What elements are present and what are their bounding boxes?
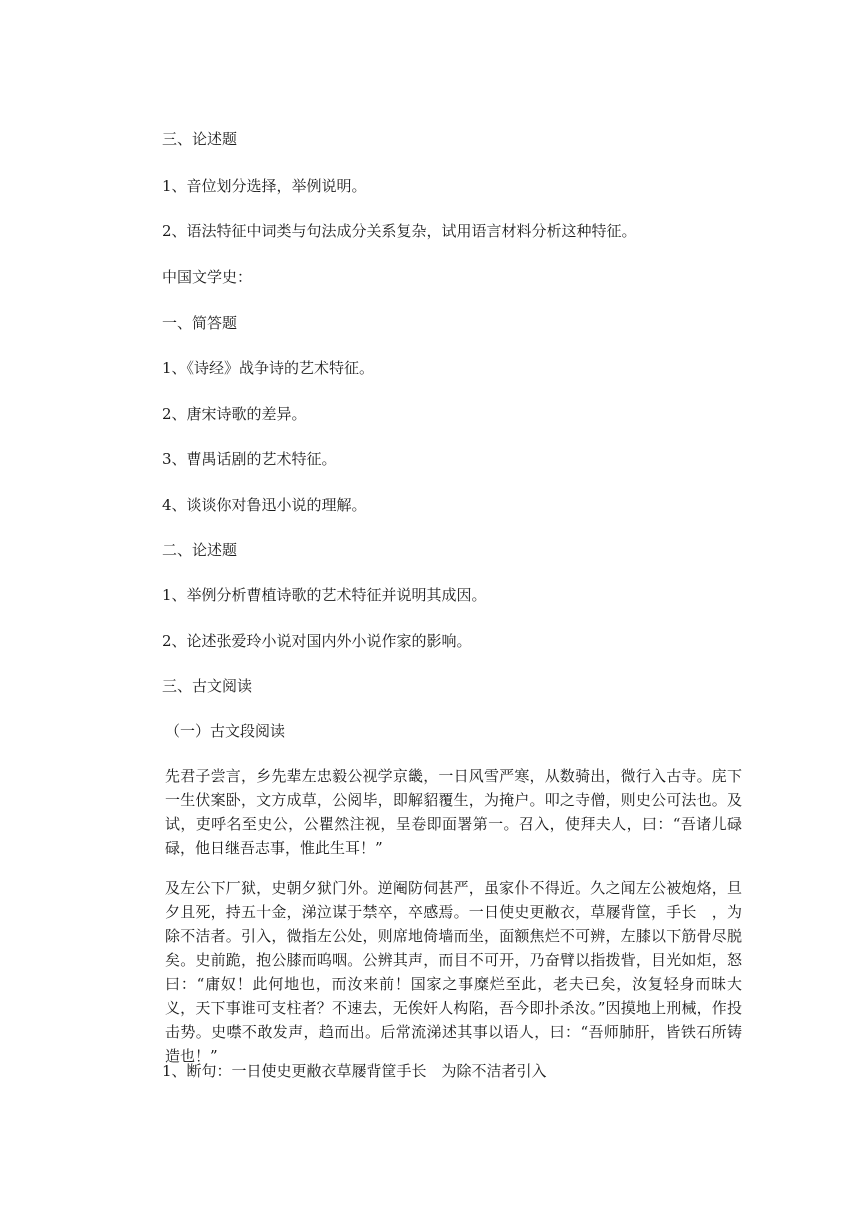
classical-text-paragraph bbox=[162, 876, 742, 1068]
paragraph-text: 先君子尝言，乡先辈左忠毅公视学京畿，一日风雪严寒，从数骑出，微行入古寺。庑下一生伏案卧，文方成草，公阅毕，即解貂覆生，为掩户。叩之寺僧，则史公可法也。及试，吏呼名至史公，公瞿然注视，呈卷即面署第一。召入，使拜夫人，曰：“吾诸儿碌碌，他日继吾志事，惟此生耳！” bbox=[165, 767, 742, 857]
question-item: 2、论述张爱玲小说对国内外小说作家的影响。 bbox=[162, 632, 472, 650]
question-item: 1、《诗经》战争诗的艺术特征。 bbox=[162, 359, 375, 377]
subject-heading: 中国文学史： bbox=[162, 268, 253, 286]
section-heading-essay: 二、论述题 bbox=[162, 541, 238, 559]
section-heading-classical-reading: 三、古文阅读 bbox=[162, 677, 253, 695]
section-heading-short-answer: 一、简答题 bbox=[162, 314, 238, 332]
section-heading-essay: 三、论述题 bbox=[162, 130, 238, 148]
question-item: 1、举例分析曹植诗歌的艺术特征并说明其成因。 bbox=[162, 586, 487, 604]
question-item: 4、谈谈你对鲁迅小说的理解。 bbox=[162, 496, 367, 514]
question-item: 3、曹禺话剧的艺术特征。 bbox=[162, 450, 337, 468]
classical-text-paragraph bbox=[162, 764, 742, 860]
paragraph-text: 及左公下厂狱，史朝夕狱门外。逆阉防伺甚严，虽家仆不得近。久之闻左公被炮烙，旦夕且死，持五十金，涕泣谋于禁卒，卒感焉。一日使史更敝衣，草屦背筐，手长 ，为除不洁者。引入，微指左公处，则席地倚墙而坐，面额焦烂不可辨，左膝以下筋骨尽脱矣。史前跪，抱公膝而呜咽。公辨其声，而目不可开，乃奋臂以指拨眥，目光如炬，怒曰：“庸奴！此何地也，而汝来前！国家之事糜烂至此，老夫已矣，汝复轻身而昧大义，天下事谁可支柱者？不速去，无俟奸人构陷，吾今即扑杀汝。”因摸地上刑械，作投击势。史噤不敢发声，趋而出。后常流涕述其事以语人，曰：“吾师肺肝，皆铁石所铸造也！” bbox=[165, 879, 742, 1065]
question-item: 2、语法特征中词类与句法成分关系复杂，试用语言材料分析这种特征。 bbox=[162, 222, 637, 240]
question-item: 1、断句：一日使史更敝衣草屦背筐手长 为除不洁者引入 bbox=[162, 1062, 547, 1080]
subsection-heading: （一）古文段阅读 bbox=[165, 722, 286, 740]
question-item: 2、唐宋诗歌的差异。 bbox=[162, 405, 307, 423]
question-item: 1、音位划分选择，举例说明。 bbox=[162, 177, 367, 195]
